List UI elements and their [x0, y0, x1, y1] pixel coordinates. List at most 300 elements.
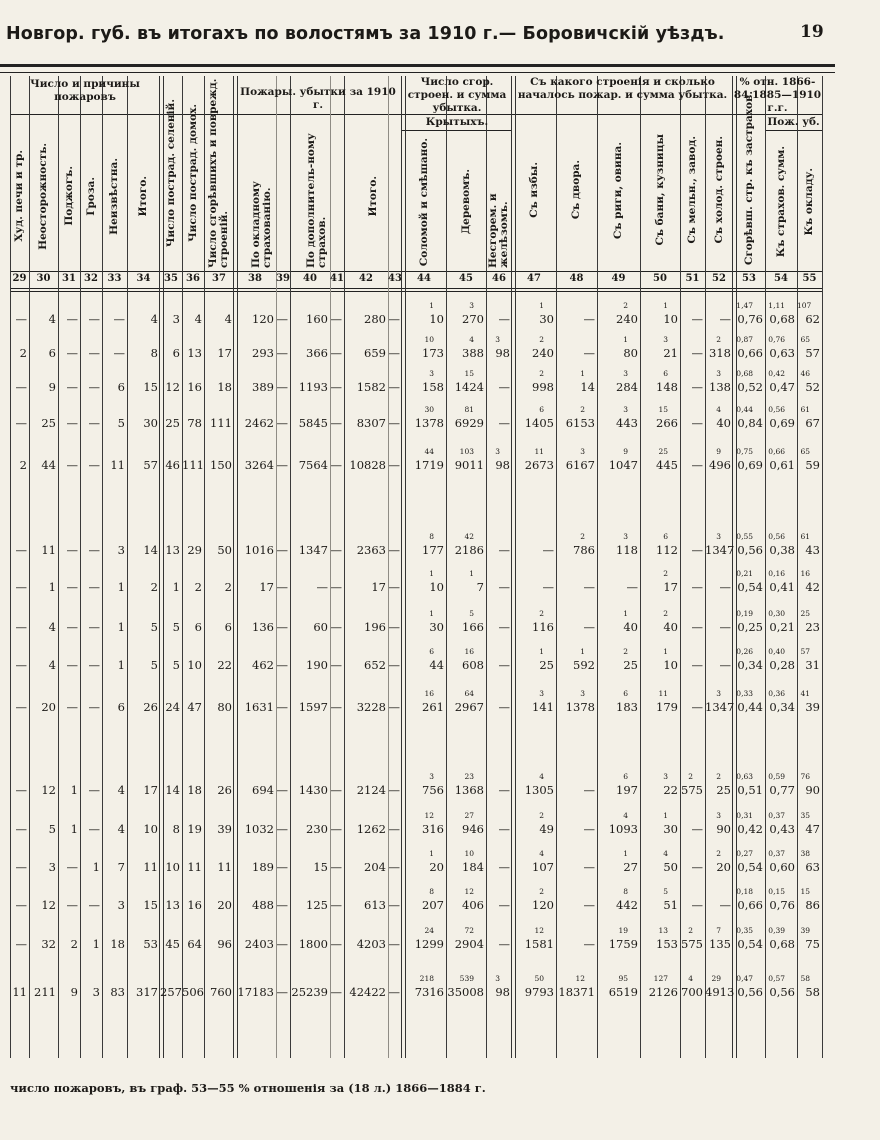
table-cell: 22 — [217, 658, 232, 672]
table-cell: 0,69 — [769, 416, 795, 430]
table-cell: 7564 — [298, 458, 328, 472]
cell-superscript: 4 — [663, 849, 668, 858]
table-cell: — — [719, 580, 731, 594]
table-cell: 197 — [616, 783, 638, 797]
table-cell: 316 — [422, 822, 444, 836]
table-cell: — — [583, 898, 595, 912]
table-cell: — — [691, 700, 703, 714]
table-cell: — — [388, 458, 400, 472]
table-cell: 0,54 — [737, 580, 763, 594]
table-cell: — — [498, 658, 510, 672]
table-cell: — — [88, 898, 100, 912]
table-cell: 179 — [656, 700, 678, 714]
table-cell: 11 — [187, 860, 202, 874]
column-header-text: Худ. печи и тр. — [13, 150, 25, 242]
column-header-text: Съ избы. — [527, 162, 540, 218]
cell-superscript: 1 — [539, 647, 544, 656]
table-cell: 4 — [117, 783, 125, 797]
column-number: 54 — [774, 273, 788, 284]
table-cell: — — [316, 580, 328, 594]
cell-superscript: 10 — [464, 849, 474, 858]
table-cell: 9 — [48, 380, 56, 394]
cell-superscript: 12 — [424, 811, 434, 820]
table-cell: 39 — [805, 700, 820, 714]
table-cell: 0,68 — [769, 937, 795, 951]
cell-superscript: 3 — [429, 369, 434, 378]
table-cell: 0,34 — [769, 700, 795, 714]
table-cell: 5 — [172, 658, 180, 672]
table-cell: — — [15, 312, 27, 326]
table-cell: — — [498, 937, 510, 951]
table-cell: 98 — [495, 346, 510, 360]
table-cell: 17 — [217, 346, 232, 360]
table-cell: 189 — [252, 860, 274, 874]
cell-superscript: 8 — [429, 887, 434, 896]
table-cell: 14 — [143, 543, 158, 557]
table-cell: — — [691, 620, 703, 634]
top-rule — [0, 64, 835, 67]
column-number: 55 — [802, 273, 817, 284]
table-cell: 25 — [716, 783, 731, 797]
column-number: 45 — [459, 273, 473, 284]
table-cell: 659 — [364, 346, 386, 360]
cell-superscript: 24 — [424, 926, 434, 935]
cell-superscript: 2 — [663, 569, 668, 578]
cell-superscript: 9 — [623, 447, 628, 456]
table-cell: — — [88, 658, 100, 672]
cell-superscript: 1 — [539, 301, 544, 310]
table-cell: — — [66, 658, 78, 672]
cell-superscript: 1 — [429, 301, 434, 310]
cell-superscript: 0,36 — [768, 689, 785, 698]
table-cell: 57 — [143, 458, 158, 472]
table-cell: 11 — [110, 458, 125, 472]
table-cell: — — [276, 658, 288, 672]
column-header-text: Деревомъ. — [459, 169, 472, 235]
cell-superscript: 0,35 — [736, 926, 753, 935]
table-cell: — — [498, 312, 510, 326]
cell-superscript: 0,26 — [736, 647, 753, 656]
column-number: 44 — [417, 273, 431, 284]
table-cell: 1347 — [705, 543, 735, 557]
table-cell: — — [719, 620, 731, 634]
cell-superscript: 2 — [663, 609, 668, 618]
table-cell: 112 — [656, 543, 678, 557]
table-cell: 63 — [805, 860, 820, 874]
table-cell: — — [330, 985, 342, 999]
table-cell: 2 — [19, 346, 27, 360]
cell-superscript: 3 — [716, 532, 721, 541]
cell-superscript: 539 — [459, 974, 474, 983]
table-cell: 0,54 — [737, 937, 763, 951]
cell-superscript: 2 — [539, 811, 544, 820]
table-cell: 998 — [532, 380, 554, 394]
table-cell: 0,28 — [769, 658, 795, 672]
table-cell: — — [498, 543, 510, 557]
cell-superscript: 2 — [539, 887, 544, 896]
cell-superscript: 1 — [469, 569, 474, 578]
table-cell: 0,77 — [769, 783, 795, 797]
table-cell: — — [388, 985, 400, 999]
cell-superscript: 4 — [688, 974, 693, 983]
column-number: 51 — [685, 273, 700, 284]
table-cell: 11 — [41, 543, 56, 557]
table-cell: 57 — [805, 346, 820, 360]
table-cell: 592 — [573, 658, 595, 672]
table-cell: 67 — [805, 416, 820, 430]
cell-superscript: 3 — [663, 772, 668, 781]
table-cell: 0,76 — [769, 898, 795, 912]
page-number: 19 — [800, 22, 824, 42]
table-cell: — — [691, 898, 703, 912]
table-cell: — — [330, 822, 342, 836]
table-cell: 1305 — [524, 783, 554, 797]
cell-superscript: 6 — [539, 405, 544, 414]
table-cell: 116 — [532, 620, 554, 634]
column-header-text: Итого. — [137, 175, 149, 217]
table-cell: — — [276, 620, 288, 634]
table-cell: 0,60 — [769, 860, 795, 874]
cell-superscript: 6 — [429, 647, 434, 656]
table-cell: — — [276, 898, 288, 912]
table-cell: 694 — [252, 783, 274, 797]
table-cell: 43 — [805, 543, 820, 557]
table-cell: 575 — [681, 783, 703, 797]
table-cell: 8 — [172, 822, 180, 836]
cell-superscript: 0,76 — [768, 335, 785, 344]
cell-superscript: 5 — [469, 609, 474, 618]
cell-superscript: 127 — [653, 974, 668, 983]
cell-superscript: 0,21 — [736, 569, 753, 578]
table-cell: 389 — [252, 380, 274, 394]
cell-superscript: 3 — [623, 532, 628, 541]
cell-superscript: 61 — [800, 405, 810, 414]
table-cell: 12 — [165, 380, 180, 394]
table-cell: 21 — [663, 346, 678, 360]
table-cell: 4203 — [356, 937, 386, 951]
table-cell: 608 — [462, 658, 484, 672]
table-cell: — — [388, 416, 400, 430]
table-cell: 2673 — [524, 458, 554, 472]
table-cell: — — [66, 543, 78, 557]
table-cell: 0,38 — [769, 543, 795, 557]
table-cell: — — [15, 783, 27, 797]
cell-superscript: 0,68 — [736, 369, 753, 378]
table-cell: — — [330, 937, 342, 951]
table-cell: 98 — [495, 458, 510, 472]
table-cell: 2 — [224, 580, 232, 594]
cell-superscript: 2 — [688, 772, 693, 781]
table-cell: 20 — [217, 898, 232, 912]
table-cell: — — [691, 458, 703, 472]
column-number: 31 — [62, 273, 76, 284]
column-number: 42 — [359, 273, 373, 284]
cell-superscript: 3 — [469, 301, 474, 310]
table-cell: 1405 — [524, 416, 554, 430]
table-cell: 445 — [656, 458, 678, 472]
table-cell: — — [691, 543, 703, 557]
table-cell: — — [498, 380, 510, 394]
table-cell: 25 — [539, 658, 554, 672]
table-cell: — — [276, 416, 288, 430]
cell-superscript: 15 — [800, 887, 810, 896]
table-cell: 11 — [12, 985, 27, 999]
table-cell: 1347 — [705, 700, 735, 714]
table-cell: 12 — [41, 898, 56, 912]
table-cell: 18 — [187, 783, 202, 797]
table-cell: 10 — [143, 822, 158, 836]
table-cell: — — [66, 700, 78, 714]
table-cell: 0,84 — [737, 416, 763, 430]
table-cell: 158 — [422, 380, 444, 394]
table-cell: 6 — [117, 700, 125, 714]
table-cell: 2 — [150, 580, 158, 594]
cell-superscript: 95 — [618, 974, 628, 983]
table-cell: 51 — [663, 898, 678, 912]
cell-superscript: 3 — [580, 447, 585, 456]
column-header-text: По окладному страхованію. — [250, 181, 273, 268]
table-cell: — — [88, 346, 100, 360]
table-cell: 40 — [663, 620, 678, 634]
table-cell: 1368 — [454, 783, 484, 797]
column-header-text: Съ бани, кузницы — [653, 134, 666, 246]
cell-superscript: 11 — [534, 447, 544, 456]
cell-superscript: 44 — [424, 447, 434, 456]
column-header — [556, 112, 597, 268]
statistics-table — [0, 64, 822, 1064]
cell-superscript: 0,40 — [768, 647, 785, 656]
table-cell: — — [719, 658, 731, 672]
column-header — [597, 112, 640, 268]
cell-superscript: 41 — [800, 689, 810, 698]
table-cell: 1378 — [565, 700, 595, 714]
table-cell: — — [498, 620, 510, 634]
table-cell: 30 — [539, 312, 554, 326]
table-cell: 11 — [143, 860, 158, 874]
cell-superscript: 2 — [623, 301, 628, 310]
table-cell: — — [330, 458, 342, 472]
table-cell: 0,66 — [737, 898, 763, 912]
table-cell: 20 — [429, 860, 444, 874]
cell-superscript: 1,11 — [768, 301, 785, 310]
column-header — [486, 136, 512, 268]
table-cell: 318 — [709, 346, 731, 360]
table-cell: 2 — [70, 937, 78, 951]
table-cell: — — [276, 700, 288, 714]
table-cell: 6 — [194, 620, 202, 634]
table-cell: 31 — [805, 658, 820, 672]
table-cell: 4 — [224, 312, 232, 326]
table-cell: 15 — [143, 380, 158, 394]
table-cell: 18 — [110, 937, 125, 951]
table-cell: 50 — [663, 860, 678, 874]
table-cell: — — [15, 822, 27, 836]
table-cell: 3 — [172, 312, 180, 326]
table-cell: — — [691, 380, 703, 394]
cell-superscript: 3 — [495, 447, 500, 456]
cell-superscript: 0,47 — [736, 974, 753, 983]
table-cell: — — [88, 822, 100, 836]
table-cell: 3264 — [244, 458, 274, 472]
cell-superscript: 39 — [800, 926, 810, 935]
column-header — [680, 112, 705, 268]
column-number: 29 — [12, 273, 27, 284]
table-cell: 75 — [805, 937, 820, 951]
table-cell: 257 — [160, 985, 182, 999]
table-cell: 1 — [48, 580, 56, 594]
table-cell: 25239 — [291, 985, 328, 999]
table-cell: — — [498, 898, 510, 912]
table-cell: 86 — [805, 898, 820, 912]
table-cell: — — [498, 822, 510, 836]
cell-superscript: 4 — [716, 405, 721, 414]
cell-superscript: 23 — [464, 772, 474, 781]
table-cell: 266 — [656, 416, 678, 430]
table-cell: 78 — [187, 416, 202, 430]
cell-superscript: 0,66 — [768, 447, 785, 456]
table-cell: — — [498, 783, 510, 797]
column-number: 36 — [186, 273, 200, 284]
cell-superscript: 0,37 — [768, 811, 785, 820]
table-cell: 1093 — [608, 822, 638, 836]
table-cell: 4 — [48, 658, 56, 672]
table-cell: 280 — [364, 312, 386, 326]
table-cell: — — [583, 860, 595, 874]
table-cell: — — [66, 458, 78, 472]
table-cell: — — [542, 580, 554, 594]
column-header — [402, 136, 446, 268]
cell-superscript: 15 — [464, 369, 474, 378]
table-cell: — — [276, 312, 288, 326]
table-cell: 19 — [187, 822, 202, 836]
cell-superscript: 2 — [580, 532, 585, 541]
table-cell: 1 — [70, 822, 78, 836]
table-cell: 8307 — [356, 416, 386, 430]
table-cell: 20 — [41, 700, 56, 714]
table-cell: 44 — [41, 458, 56, 472]
table-cell: — — [276, 543, 288, 557]
table-cell: — — [66, 860, 78, 874]
header-top-rule — [0, 72, 835, 73]
table-cell: 6 — [224, 620, 232, 634]
table-cell: — — [276, 985, 288, 999]
table-cell: — — [691, 860, 703, 874]
table-cell: 1430 — [298, 783, 328, 797]
pozh-ub-rule — [765, 130, 822, 131]
table-cell: — — [388, 937, 400, 951]
table-cell: — — [583, 937, 595, 951]
table-cell: 366 — [306, 346, 328, 360]
cell-superscript: 1 — [623, 849, 628, 858]
table-cell: — — [388, 312, 400, 326]
table-cell: 184 — [462, 860, 484, 874]
table-cell: 613 — [364, 898, 386, 912]
table-cell: 5 — [48, 822, 56, 836]
column-header — [733, 88, 765, 268]
cell-superscript: 16 — [800, 569, 810, 578]
table-cell: — — [66, 898, 78, 912]
table-cell: 6519 — [608, 985, 638, 999]
table-cell: — — [388, 380, 400, 394]
table-cell: — — [276, 458, 288, 472]
table-cell: 107 — [532, 860, 554, 874]
table-cell: 6153 — [565, 416, 595, 430]
table-cell: 2363 — [356, 543, 386, 557]
table-cell: 141 — [532, 700, 554, 714]
table-cell: 1 — [92, 860, 100, 874]
table-cell: 58 — [805, 985, 820, 999]
table-cell: 190 — [306, 658, 328, 672]
table-cell: 0,63 — [769, 346, 795, 360]
cell-superscript: 35 — [800, 811, 810, 820]
cell-superscript: 1 — [429, 569, 434, 578]
table-cell: 0,47 — [769, 380, 795, 394]
table-cell: 6167 — [565, 458, 595, 472]
column-header-text: Поджогъ. — [62, 166, 75, 226]
table-cell: 177 — [422, 543, 444, 557]
table-cell: 13 — [187, 346, 202, 360]
column-number: 39 — [276, 273, 290, 284]
column-number: 41 — [330, 273, 344, 284]
table-cell: — — [276, 346, 288, 360]
table-cell: — — [15, 700, 27, 714]
table-cell: — — [330, 580, 342, 594]
table-cell: 40 — [623, 620, 638, 634]
table-cell: 2186 — [454, 543, 484, 557]
cell-superscript: 0,87 — [736, 335, 753, 344]
cell-superscript: 6 — [663, 532, 668, 541]
table-cell: 136 — [252, 620, 274, 634]
table-cell: 4913 — [705, 985, 735, 999]
table-cell: 1800 — [298, 937, 328, 951]
table-cell: — — [276, 783, 288, 797]
table-cell: — — [15, 416, 27, 430]
cell-superscript: 0,37 — [768, 849, 785, 858]
table-cell: 317 — [136, 985, 158, 999]
table-cell: 1631 — [244, 700, 274, 714]
table-cell: 1759 — [608, 937, 638, 951]
group-header: Пож. уб. — [767, 116, 820, 128]
table-cell: — — [626, 580, 638, 594]
table-cell: 2124 — [356, 783, 386, 797]
table-cell: — — [66, 620, 78, 634]
table-cell: — — [276, 860, 288, 874]
table-cell: 5845 — [298, 416, 328, 430]
page-title: Новгор. губ. въ итогахъ по волостямъ за 1910 г.— Боровичскій уѣздъ. — [6, 24, 725, 44]
table-cell: 1016 — [244, 543, 274, 557]
table-cell: — — [276, 937, 288, 951]
table-cell: 442 — [616, 898, 638, 912]
table-cell: 2 — [19, 458, 27, 472]
table-cell: 80 — [217, 700, 232, 714]
cell-superscript: 65 — [800, 447, 810, 456]
table-cell: — — [330, 416, 342, 430]
table-cell: 15 — [143, 898, 158, 912]
group-header: Число и причины пожаровъ — [30, 78, 140, 103]
table-cell: 53 — [143, 937, 158, 951]
table-cell: — — [388, 543, 400, 557]
cell-superscript: 0,75 — [736, 447, 753, 456]
table-cell: 3 — [117, 898, 125, 912]
table-cell: 153 — [656, 937, 678, 951]
cell-superscript: 25 — [658, 447, 668, 456]
table-cell: 111 — [210, 416, 232, 430]
table-cell: 150 — [210, 458, 232, 472]
table-cell: 6 — [117, 380, 125, 394]
cell-superscript: 4 — [539, 772, 544, 781]
cell-superscript: 0,18 — [736, 887, 753, 896]
table-cell: 17 — [143, 783, 158, 797]
